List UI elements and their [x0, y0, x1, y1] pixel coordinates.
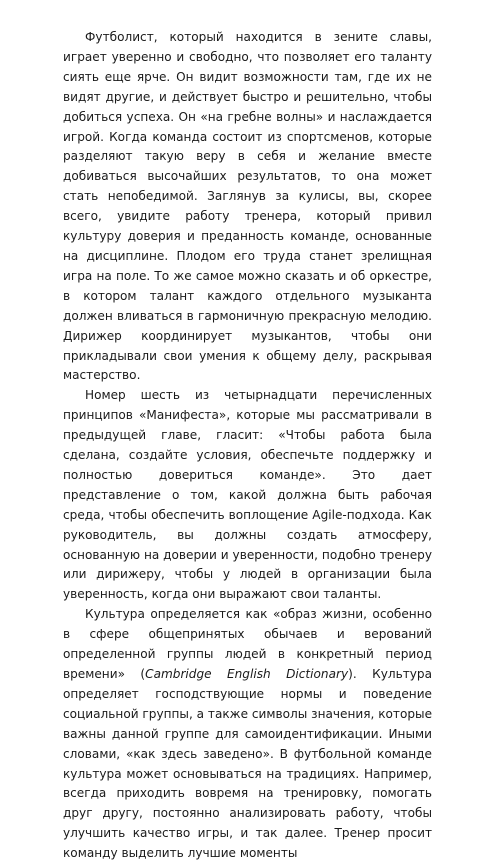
paragraph-manifesto-principle: Номер шесть из четырнадцати перечисленных принципов «Манифеста», которые мы рассматривали в предыдущей главе, гласит: «Чтобы работа была сделана, создайте условия, обеспечьте поддержку и полностью довериться команде». Это дает представление о том, какой должна быть рабочая среда, чтобы обеспечить воплощение Agile-подхода. Как руководитель, вы должны создать атмосферу, основанную на доверии и уверенности, подобно тренеру или дирижеру, чтобы у людей в организации была уверенность, когда они выражают свои таланты.: [63, 388, 432, 602]
culture-text-after: ). Культура определяет господствующие нормы и поведение социальной группы, а также символы значения, которые важны данной группе для самоидентификации. Иными словами, «как здесь заведено». В футбольной команде культура может основываться на традициях. Например, всегда приходить вовремя на тренировку, помогать друг другу, постоянно анализировать работу, чтобы улучшить качество игры, и так далее. Тренер просит команду выделить лучшие моменты: [63, 667, 433, 861]
dictionary-source: Cambridge English Dictionary: [145, 667, 349, 681]
culture-text-before: Культура определяется как «образ жизни, особенно в сфере общепринятых обычаев и верований определенной группы людей в конкретный период времени» (: [63, 607, 432, 681]
paragraph-culture-definition: [63, 605, 432, 864]
body-text: [63, 28, 432, 864]
paragraph-football-player: Футболист, который находится в зените славы, играет уверенно и свободно, что позволяет его таланту сиять еще ярче. Он видит возможности там, где их не видят другие, и действует быстро и решительно, чтобы добиться успеха. Он «на гребне волны» и наслаждается игрой. Когда команда состоит из спортсменов, которые разделяют такую веру в себя и желание вместе добиваться высочайших результатов, то она может стать непобедимой. Заглянув за кулисы, вы, скорее всего, увидите работу тренера, который привил культуру доверия и преданность команде, основанные на дисциплине. Плодом его труда станет зрелищная игра на поле. То же самое можно сказать и об оркестре, в котором талант каждого отдельного музыканта должен вливаться в гармоничную прекрасную мелодию. Дирижер координирует музыкантов, чтобы они прикладывали свои умения к общему делу, раскрывая мастерство.: [63, 30, 432, 383]
